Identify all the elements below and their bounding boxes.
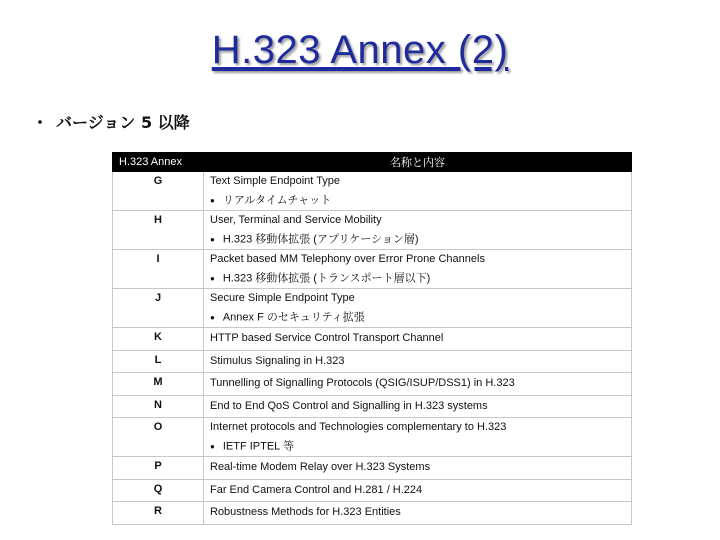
annex-name: User, Terminal and Service Mobility xyxy=(210,214,382,226)
annex-letter: K xyxy=(113,328,204,351)
annex-name-cell xyxy=(204,395,632,418)
annex-description-text: H.323 移動体拡張 (アプリケーション層) xyxy=(222,233,419,246)
table-row xyxy=(113,211,632,250)
header-annex: H.323 Annex xyxy=(113,153,204,172)
annex-name: Text Simple Endpoint Type xyxy=(210,175,341,187)
table-row xyxy=(113,328,632,351)
annex-name-cell xyxy=(204,418,632,457)
annex-description xyxy=(210,437,625,456)
annex-name: End to End QoS Control and Signalling in H.323 systems xyxy=(210,399,488,412)
table-row xyxy=(113,479,632,502)
annex-name: HTTP based Service Control Transport Channel xyxy=(210,332,444,345)
annex-name-cell xyxy=(204,502,632,525)
table-row xyxy=(113,373,632,396)
annex-letter: N xyxy=(113,395,204,418)
annex-letter: L xyxy=(113,350,204,373)
annex-description xyxy=(210,308,625,327)
bullet-dot-icon: ● xyxy=(210,196,215,205)
table-row xyxy=(113,289,632,328)
annex-description xyxy=(210,191,625,210)
table-row xyxy=(113,172,632,211)
bullet-dot-icon: ● xyxy=(210,235,215,244)
annex-name: Far End Camera Control and H.281 / H.224 xyxy=(210,483,423,496)
annex-name: Stimulus Signaling in H.323 xyxy=(210,354,345,367)
annex-name: Real-time Modem Relay over H.323 Systems xyxy=(210,461,431,474)
annex-name-cell xyxy=(204,373,632,396)
bullet-point xyxy=(32,110,190,133)
annex-letter: I xyxy=(113,250,204,289)
annex-letter: G xyxy=(113,172,204,211)
annex-name-cell xyxy=(204,350,632,373)
annex-letter: H xyxy=(113,211,204,250)
table-row xyxy=(113,350,632,373)
annex-description-text: リアルタイムチャット xyxy=(222,194,332,207)
header-name: 名称と内容 xyxy=(204,153,632,172)
annex-name: Secure Simple Endpoint Type xyxy=(210,292,355,304)
bullet-dot-icon: ● xyxy=(210,313,215,322)
annex-letter: J xyxy=(113,289,204,328)
annex-name: Robustness Methods for H.323 Entities xyxy=(210,506,401,519)
table-row xyxy=(113,250,632,289)
table-row xyxy=(113,418,632,457)
annex-name-cell xyxy=(204,328,632,351)
annex-description xyxy=(210,230,625,249)
annex-name-cell xyxy=(204,457,632,480)
table-header-row xyxy=(113,153,632,172)
bullet-dot-icon: ● xyxy=(210,442,215,451)
annex-letter: O xyxy=(113,418,204,457)
bullet-text: バージョン 5 以降 xyxy=(56,113,190,132)
table-row xyxy=(113,395,632,418)
annex-description-text: Annex F のセキュリティ拡張 xyxy=(222,311,365,324)
annex-name-cell xyxy=(204,172,632,211)
annex-name-cell xyxy=(204,479,632,502)
table-row xyxy=(113,457,632,480)
annex-letter: R xyxy=(113,502,204,525)
annex-letter: Q xyxy=(113,479,204,502)
table-row xyxy=(113,502,632,525)
annex-name: Internet protocols and Technologies complementary to H.323 xyxy=(210,421,507,433)
annex-name: Packet based MM Telephony over Error Prone Channels xyxy=(210,253,485,265)
bullet-marker: ・ xyxy=(32,113,49,132)
table-body xyxy=(113,172,632,525)
bullet-dot-icon: ● xyxy=(210,274,215,283)
annex-table xyxy=(112,152,632,525)
annex-name-cell xyxy=(204,211,632,250)
annex-name-cell xyxy=(204,289,632,328)
annex-letter: P xyxy=(113,457,204,480)
annex-letter: M xyxy=(113,373,204,396)
annex-description-text: H.323 移動体拡張 (トランスポート層以下) xyxy=(222,272,431,285)
annex-description-text: IETF IPTEL 等 xyxy=(222,440,294,453)
annex-name: Tunnelling of Signalling Protocols (QSIG/ISUP/DSS1) in H.323 xyxy=(210,377,515,390)
slide-title: H.323 Annex (2) xyxy=(211,28,509,72)
annex-description xyxy=(210,269,625,288)
annex-name-cell xyxy=(204,250,632,289)
